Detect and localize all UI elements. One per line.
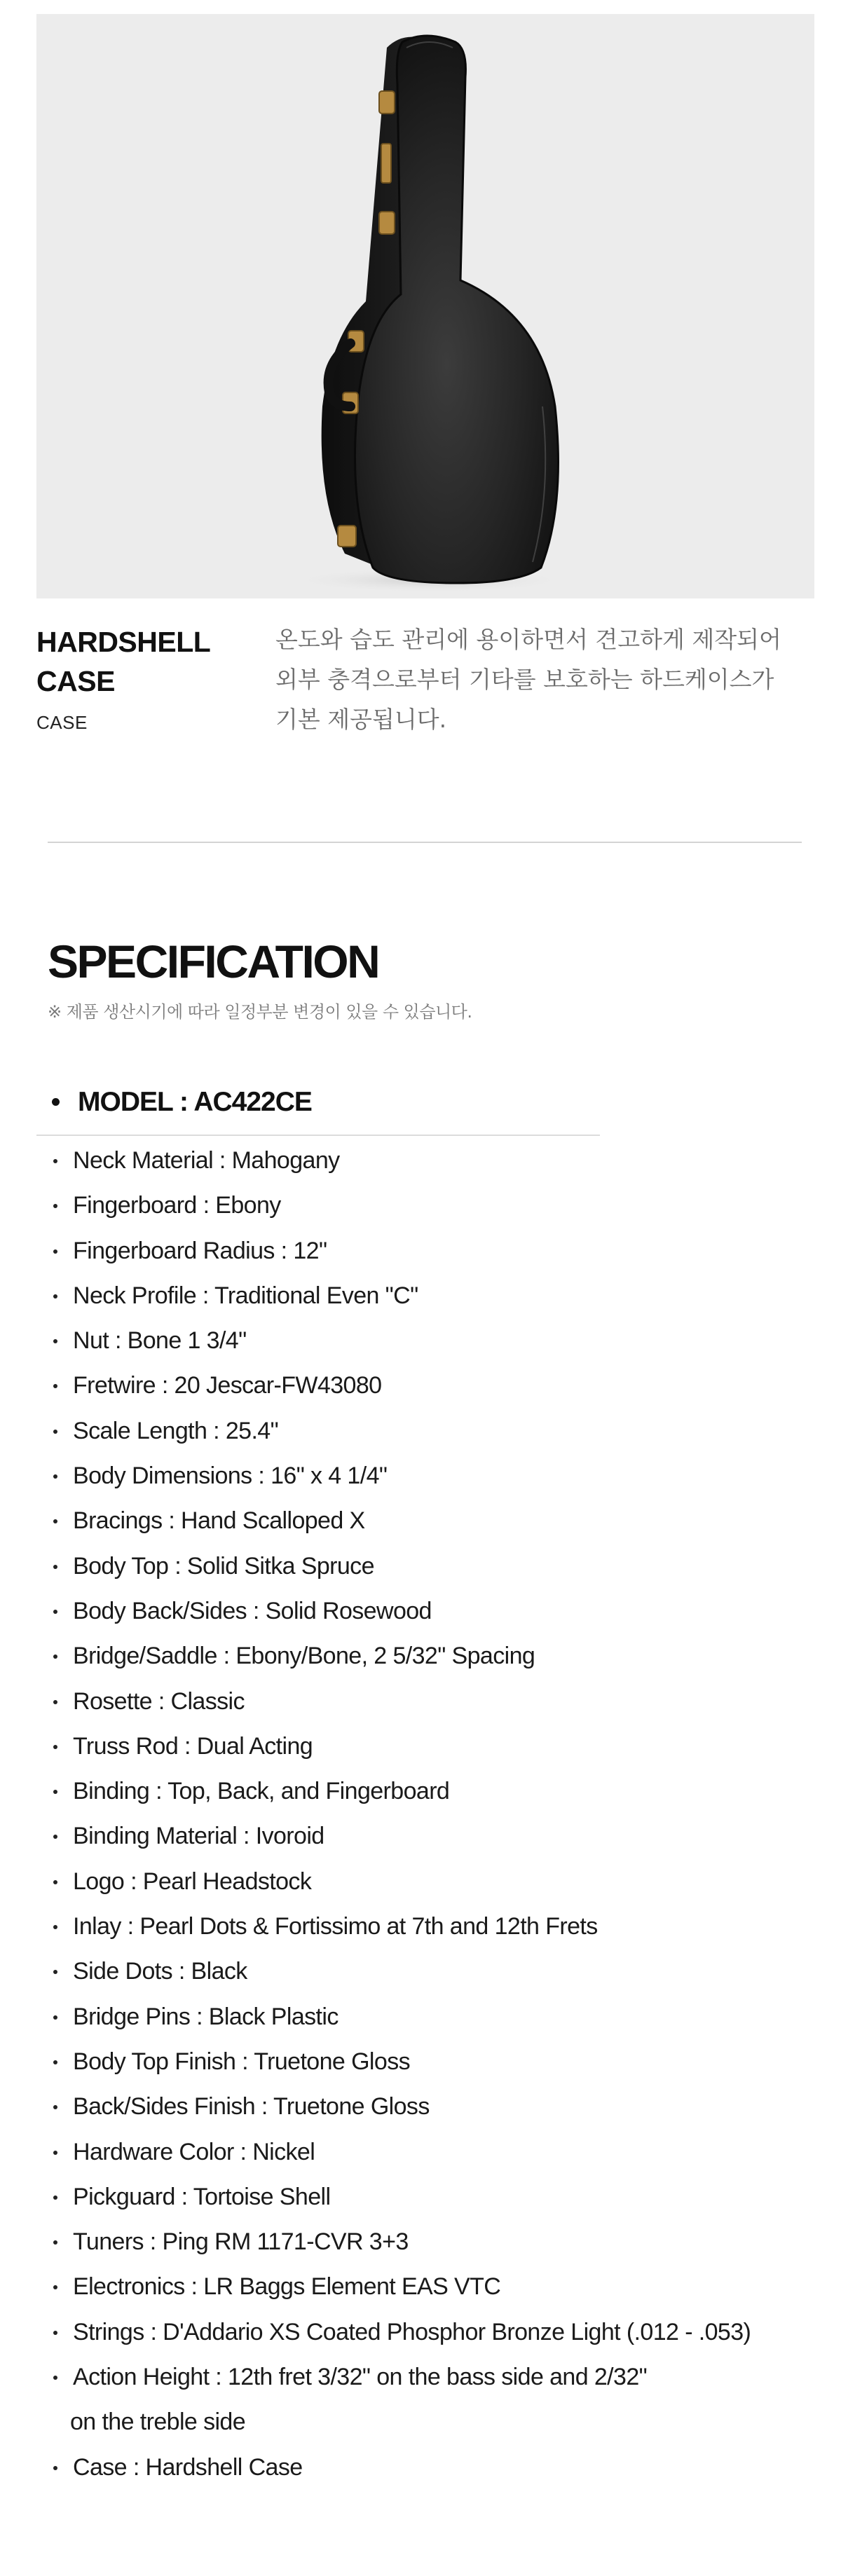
spec-item: Fretwire : 20 Jescar-FW43080 [36, 1363, 807, 1408]
spec-item: Fingerboard Radius : 12" [36, 1228, 807, 1273]
specification-heading: SPECIFICATION [48, 936, 379, 987]
spec-item: Fingerboard : Ebony [36, 1183, 807, 1228]
description-line: 외부 충격으로부터 기타를 보호하는 하드케이스가 [275, 666, 774, 693]
spec-item: Scale Length : 25.4" [36, 1409, 807, 1453]
spec-item: Back/Sides Finish : Truetone Gloss [36, 2084, 807, 2129]
spec-item: Binding : Top, Back, and Fingerboard [36, 1769, 807, 1814]
description-line: 온도와 습도 관리에 용이하면서 견고하게 제작되어 [275, 626, 781, 653]
case-feature-description [275, 619, 808, 739]
model-label: MODEL : AC422CE [78, 1087, 312, 1117]
case-title-line-1: HARDSHELL [36, 626, 211, 658]
spec-item: Body Back/Sides : Solid Rosewood [36, 1589, 807, 1633]
spec-item: Bracings : Hand Scalloped X [36, 1498, 807, 1543]
spec-item: Body Top Finish : Truetone Gloss [36, 2039, 807, 2084]
spec-item: Neck Profile : Traditional Even "C" [36, 1273, 807, 1318]
spec-item: Bridge/Saddle : Ebony/Bone, 2 5/32" Spacing [36, 1633, 807, 1678]
spec-item: Bridge Pins : Black Plastic [36, 1994, 807, 2039]
spec-item: Side Dots : Black [36, 1949, 807, 1994]
specification-note: ※ 제품 생산시기에 따라 일정부분 변경이 있을 수 있습니다. [48, 1002, 472, 1022]
spec-item: Case : Hardshell Case [36, 2445, 807, 2490]
case-title-line-2: CASE [36, 665, 115, 697]
spec-item: Binding Material : Ivoroid [36, 1814, 807, 1858]
bullet-icon [52, 1098, 60, 1106]
case-feature-title [36, 622, 247, 701]
model-row [36, 1083, 600, 1136]
spec-item: Nut : Bone 1 3/4" [36, 1318, 807, 1363]
spec-list [36, 1138, 807, 2490]
spec-item: Logo : Pearl Headstock [36, 1859, 807, 1904]
spec-item: Rosette : Classic [36, 1679, 807, 1724]
spec-item: Inlay : Pearl Dots & Fortissimo at 7th and 12th Frets [36, 1904, 807, 1949]
case-feature-subtitle: CASE [36, 712, 88, 733]
guitar-case-illustration [36, 14, 814, 598]
spec-item: Action Height : 12th fret 3/32" on the bass side and 2/32" [36, 2355, 807, 2399]
spec-item: Hardware Color : Nickel [36, 2130, 807, 2174]
spec-item: Body Dimensions : 16" x 4 1/4" [36, 1453, 807, 1498]
spec-item: Electronics : LR Baggs Element EAS VTC [36, 2264, 807, 2309]
spec-item-continuation: on the treble side [70, 2409, 246, 2436]
spec-item: Strings : D'Addario XS Coated Phosphor Bronze Light (.012 - .053) [36, 2310, 807, 2355]
description-line: 기본 제공됩니다. [275, 706, 447, 733]
spec-item: Neck Material : Mahogany [36, 1138, 807, 1183]
case-product-image [36, 14, 814, 598]
section-divider [48, 842, 802, 843]
spec-item: Tuners : Ping RM 1171-CVR 3+3 [36, 2219, 807, 2264]
spec-item: Body Top : Solid Sitka Spruce [36, 1544, 807, 1589]
spec-item: Truss Rod : Dual Acting [36, 1724, 807, 1769]
spec-item: Pickguard : Tortoise Shell [36, 2174, 807, 2219]
